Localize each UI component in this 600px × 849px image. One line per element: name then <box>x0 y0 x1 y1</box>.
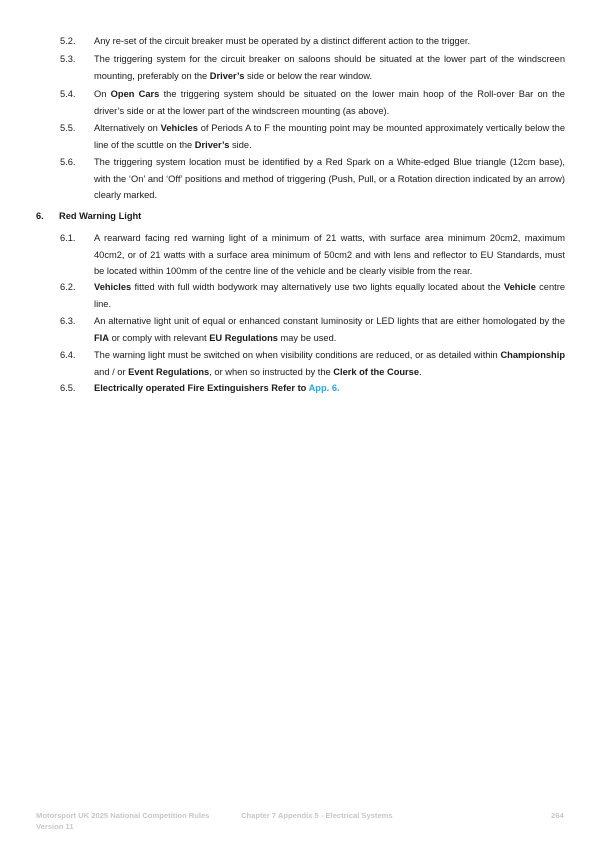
section-number: 6. <box>36 211 44 221</box>
clause-number: 5.6. <box>60 157 76 167</box>
term-eu-regulations: EU Regulations <box>209 332 278 343</box>
term-drivers: Driver’s <box>194 139 230 150</box>
clause-number: 6.5. <box>60 383 76 393</box>
clause-number: 5.3. <box>60 54 76 64</box>
clause-label: Electrically operated Fire Extinguishers Refer to <box>94 383 309 393</box>
term-fia: FIA <box>94 332 109 343</box>
clause-5-5 <box>60 120 565 153</box>
clause-6-4 <box>60 347 565 380</box>
section-title: Red Warning Light <box>59 211 142 221</box>
footer-page-number: 264 <box>551 811 564 820</box>
clause-text: A rearward facing red warning light of a minimum of 21 watts, with surface area minimum 20cm2, maximum 40cm2, or of 21 watts with a surface area minimum of 50cm2 and with lens and reflector to EU Standards, must be located within 100mm of the centre line of the vehicle and be clearly visible from the rear. <box>94 233 565 277</box>
clause-text: Vehicles fitted with full width bodywork may alternatively use two lights equally located about the Vehicle centre line. <box>94 282 566 309</box>
clause-6-2 <box>60 279 565 312</box>
term-drivers: Driver’s <box>209 70 245 81</box>
term-vehicles: Vehicles <box>94 282 132 292</box>
clause-text: On Open Cars the triggering system should be situated on the lower main hoop of the Roll-over Bar on the driver’s side or at the lower part of the windscreen mounting (as above). <box>94 89 565 116</box>
footer-title: Motorsport UK 2025 National Competition Rules <box>36 811 210 820</box>
clause-number: 5.4. <box>60 89 76 99</box>
footer-version: Version 11 <box>36 822 74 831</box>
footer-title-block <box>36 810 209 832</box>
clause-number: 5.2. <box>60 36 76 46</box>
clause-text: The triggering system for the circuit breaker on saloons should be situated at the lower part of the windscreen mounting, preferably on the Driver’s side or below the rear window. <box>94 54 565 81</box>
clause-6-5 <box>60 380 565 397</box>
term-championship: Championship <box>500 350 565 360</box>
clause-5-6 <box>60 154 565 204</box>
clause-number: 6.4. <box>60 350 76 360</box>
term-vehicles: Vehicles <box>160 123 198 133</box>
clause-text: Alternatively on Vehicles of Periods A to F the mounting point may be mounted approximately vertically below the line of the scuttle on the Driver’s side. <box>94 123 565 150</box>
clause-number: 6.1. <box>60 233 76 243</box>
footer-chapter: Chapter 7 Appendix 5 - Electrical Systems <box>241 811 393 820</box>
clause-text <box>94 380 565 397</box>
term-vehicle: Vehicle <box>503 282 536 292</box>
clause-text: Any re-set of the circuit breaker must be operated by a distinct different action to the trigger. <box>94 36 471 46</box>
clause-text: An alternative light unit of equal or enhanced constant luminosity or LED lights that are either homologated by the FIA or comply with relevant EU Regulations may be used. <box>94 316 565 343</box>
clause-5-4 <box>60 86 565 119</box>
clause-5-3 <box>60 51 565 84</box>
clause-text: The triggering system location must be identified by a Red Spark on a White-edged Blue triangle (12cm base), with the ‘On’ and ‘Off’ positions and method of triggering (Push, Pull, or a Rotation direction indicated by an arrow) clearly marked. <box>94 157 565 201</box>
clause-number: 6.3. <box>60 316 76 326</box>
term-event-regulations: Event Regulations <box>128 366 210 377</box>
term-open-cars: Open Cars <box>110 89 160 99</box>
clause-number: 6.2. <box>60 282 76 292</box>
clause-number: 5.5. <box>60 123 76 133</box>
clause-6-1 <box>60 230 565 280</box>
appendix-6-link[interactable]: App. 6. <box>308 383 340 393</box>
section-heading-6 <box>36 208 141 225</box>
clause-text: The warning light must be switched on when visibility conditions are reduced, or as detailed within Championship and / or Event Regulations, or when so instructed by the Clerk of the Course. <box>94 350 565 377</box>
clause-5-2 <box>60 33 565 50</box>
clause-6-3 <box>60 313 565 346</box>
term-clerk-of-the-course: Clerk of the Course <box>333 366 420 377</box>
